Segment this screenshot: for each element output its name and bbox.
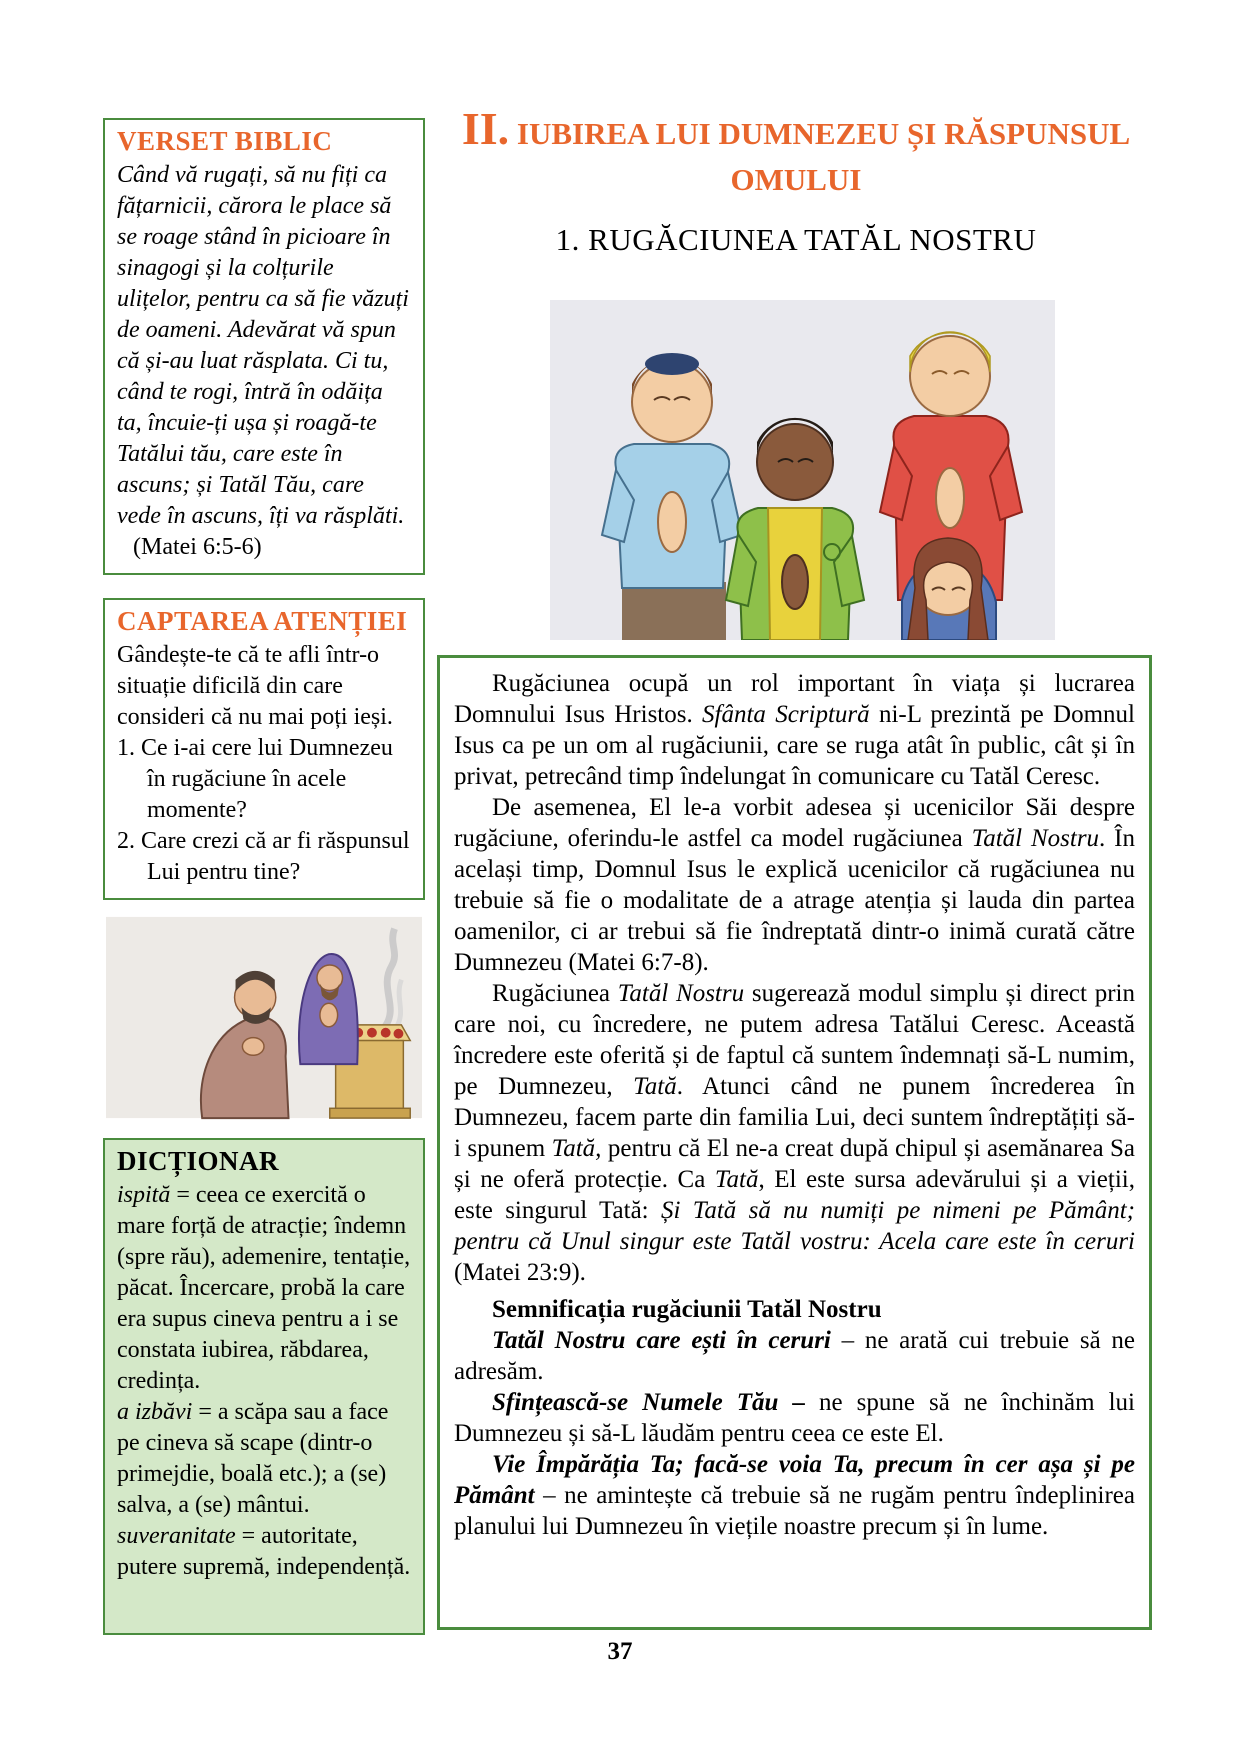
paragraph: Rugăciunea ocupă un rol important în viața și lucrarea Domnului Isus Hristos. Sfânta Scriptură ni-L prezintă pe Domnul Isus ca pe un om al rugăciunii, care se ruga atât în public, cât și în privat, petrecând timp îndelungat în comunicare cu Tatăl Ceresc. — [454, 670, 1135, 790]
attention-questions — [117, 733, 411, 888]
chapter-title-line2: OMULUI — [730, 162, 862, 197]
attention-intro: Gândește-te că te afli într-o situație dificilă din care consideri că nu mai poți ieși. — [117, 642, 393, 730]
main-text-box — [437, 655, 1152, 1630]
dictionary-box — [103, 1138, 425, 1635]
praying-children-drawing — [550, 300, 1055, 640]
attention-question: 1. Ce i-ai cere lui Dumnezeu în rugăciune în acele momente? — [117, 735, 393, 823]
paragraph: Vie Împărăția Ta; facă-se voia Ta, precum în cer așa și pe Pământ – ne amintește că trebuie să ne rugăm pentru îndeplinirea planului lui Dumnezeu în viețile noastre precum și în lume. — [454, 1451, 1135, 1540]
chapter-heading — [437, 103, 1155, 203]
attention-box-title: CAPTAREA ATENȚIEI — [117, 606, 408, 636]
bible-verse-box — [103, 118, 425, 575]
attention-box — [103, 598, 425, 900]
attention-question: 2. Care crezi că ar fi răspunsul Lui pentru tine? — [117, 828, 410, 885]
pharisee-and-tax-collector-drawing — [106, 915, 422, 1120]
paragraph: Tatăl Nostru care ești în ceruri – ne arată cui trebuie să ne adresăm. — [454, 1327, 1136, 1385]
verse-text-block — [117, 160, 411, 563]
paragraph: De asemenea, El le-a vorbit adesea și ucenicilor Săi despre rugăciune, oferindu-le astfel ca model rugăciunea Tatăl Nostru. În același timp, Domnul Isus le explică ucenicilor că rugăciunea nu trebuie să fie o modalitate de a atrage atenția și lauda din partea oamenilor, ci ar trebui să fie îndreptată dintr-o inimă curată către Dumnezeu (Matei 6:7-8). — [454, 794, 1135, 976]
paragraph: Sfințească-se Numele Tău – ne spune să ne închinăm lui Dumnezeu și să-L lăudăm pentru ceea ce este El. — [454, 1389, 1135, 1447]
dictionary-entry: a izbăvi = a scăpa sau a face pe cineva să scape (dintr-o primejdie, boală etc.); a (se) salva, a (se) mântui. — [117, 1399, 389, 1518]
dictionary-entries — [117, 1180, 411, 1583]
chapter-number: II. — [461, 103, 510, 154]
section-heading: Semnificația rugăciunii Tatăl Nostru — [492, 1296, 882, 1323]
praying-children-illustration — [550, 300, 1055, 640]
lesson-title: 1. RUGĂCIUNEA TATĂL NOSTRU — [555, 222, 1037, 257]
dictionary-entry: suveranitate = autoritate, putere supremă, independență. — [117, 1523, 411, 1580]
dictionary-entry: ispită = ceea ce exercită o mare forță de atracție; îndemn (spre rău), ademenire, tentație, păcat. Încercare, probă la care era supus cineva pentru a i se constata iubirea, răbdarea, credința. — [117, 1182, 411, 1394]
verse-text: Când vă rugați, să nu fiți ca fățarnicii, cărora le place să se roage stând în picioare în sinagogi și la colțurile ulițelor, pentru ca să fie văzuți de oameni. Adevărat vă spun că și-au luat răsplata. Ci tu, când te rogi, întră în odăița ta, încuie-ți ușa și roagă-te Tatălui tău, care este în ascuns; și Tatăl Tău, care vede în ascuns, îți va răsplăti. — [117, 162, 409, 529]
pharisee-and-tax-collector-illustration — [106, 915, 422, 1120]
dictionary-title: DICȚIONAR — [117, 1146, 280, 1176]
paragraph: Rugăciunea Tatăl Nostru sugerează modul simplu și direct prin care noi, cu încredere, ne putem adresa Tatălui Ceresc. Această încredere este oferită și de faptul că suntem îndemnați să-L numim, pe Dumnezeu, Tată. Atunci când ne punem încrederea în Dumnezeu, facem parte din familia Lui, deci suntem îndreptățiți să-i spunem Tată, pentru că El ne-a creat după chipul și asemănarea Sa și ne oferă protecție. Ca Tată, El este sursa adevărului și a vieții, este singurul Tată: Și Tată să nu numiți pe nimeni pe Pământ; pentru că Unul singur este Tatăl vostru: Acela care este în ceruri (Matei 23:9). — [454, 980, 1135, 1286]
main-text — [454, 668, 1135, 1542]
verse-reference: (Matei 6:5-6) — [133, 534, 262, 560]
verse-box-title: VERSET BIBLIC — [117, 126, 333, 156]
chapter-title-line1: IUBIREA LUI DUMNEZEU ȘI RĂSPUNSUL — [516, 116, 1131, 151]
page-number: 37 — [607, 1638, 633, 1665]
